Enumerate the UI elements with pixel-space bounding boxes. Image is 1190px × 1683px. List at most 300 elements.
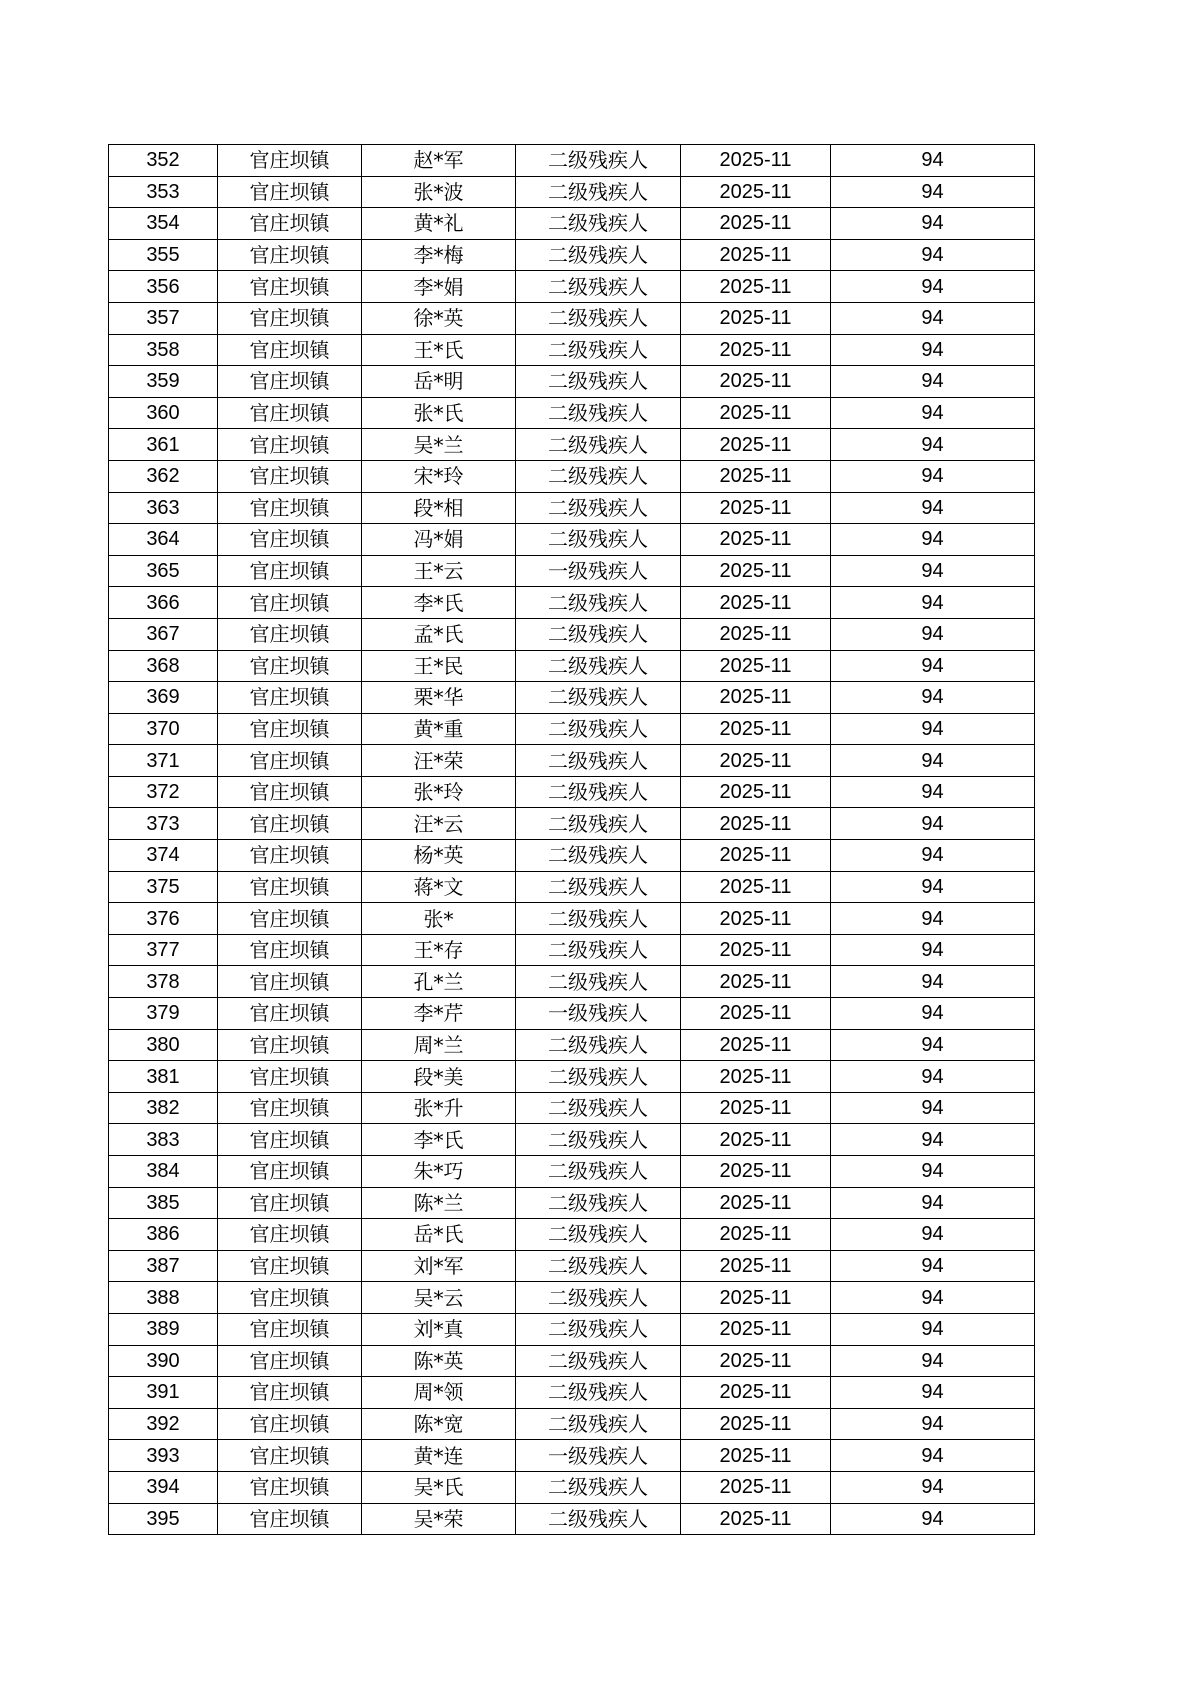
cell-amount: 94 [831, 1187, 1035, 1219]
cell-serial-number: 369 [109, 682, 218, 714]
cell-person-name: 汪*荣 [362, 745, 516, 777]
table-row [109, 840, 1035, 872]
cell-town: 官庄坝镇 [218, 1250, 362, 1282]
cell-disability-level: 二级残疾人 [516, 1029, 681, 1061]
cell-month: 2025-11 [681, 650, 831, 682]
cell-month: 2025-11 [681, 524, 831, 556]
cell-serial-number: 388 [109, 1282, 218, 1314]
cell-month: 2025-11 [681, 713, 831, 745]
cell-town: 官庄坝镇 [218, 618, 362, 650]
cell-person-name: 汪*云 [362, 808, 516, 840]
table-row [109, 492, 1035, 524]
cell-amount: 94 [831, 555, 1035, 587]
cell-disability-level: 二级残疾人 [516, 618, 681, 650]
cell-disability-level: 二级残疾人 [516, 1187, 681, 1219]
cell-town: 官庄坝镇 [218, 1061, 362, 1093]
cell-town: 官庄坝镇 [218, 776, 362, 808]
cell-serial-number: 352 [109, 145, 218, 177]
cell-month: 2025-11 [681, 1503, 831, 1535]
table-row [109, 366, 1035, 398]
cell-town: 官庄坝镇 [218, 460, 362, 492]
table-row [109, 682, 1035, 714]
cell-amount: 94 [831, 176, 1035, 208]
cell-disability-level: 二级残疾人 [516, 1250, 681, 1282]
cell-month: 2025-11 [681, 429, 831, 461]
cell-month: 2025-11 [681, 1124, 831, 1156]
cell-serial-number: 368 [109, 650, 218, 682]
cell-serial-number: 374 [109, 840, 218, 872]
cell-amount: 94 [831, 840, 1035, 872]
cell-person-name: 刘*真 [362, 1313, 516, 1345]
cell-serial-number: 361 [109, 429, 218, 461]
cell-serial-number: 379 [109, 998, 218, 1030]
cell-town: 官庄坝镇 [218, 966, 362, 998]
cell-town: 官庄坝镇 [218, 524, 362, 556]
cell-month: 2025-11 [681, 239, 831, 271]
cell-town: 官庄坝镇 [218, 145, 362, 177]
cell-town: 官庄坝镇 [218, 1187, 362, 1219]
table-row [109, 524, 1035, 556]
cell-serial-number: 393 [109, 1440, 218, 1472]
cell-town: 官庄坝镇 [218, 1345, 362, 1377]
table-row [109, 145, 1035, 177]
cell-person-name: 蒋*文 [362, 871, 516, 903]
cell-person-name: 吴*氏 [362, 1471, 516, 1503]
cell-serial-number: 373 [109, 808, 218, 840]
cell-town: 官庄坝镇 [218, 903, 362, 935]
table-row [109, 1408, 1035, 1440]
cell-month: 2025-11 [681, 366, 831, 398]
table-row [109, 271, 1035, 303]
cell-town: 官庄坝镇 [218, 1440, 362, 1472]
cell-amount: 94 [831, 587, 1035, 619]
cell-town: 官庄坝镇 [218, 208, 362, 240]
table-row [109, 998, 1035, 1030]
cell-month: 2025-11 [681, 397, 831, 429]
cell-serial-number: 362 [109, 460, 218, 492]
cell-amount: 94 [831, 1471, 1035, 1503]
cell-town: 官庄坝镇 [218, 302, 362, 334]
cell-serial-number: 378 [109, 966, 218, 998]
cell-person-name: 段*相 [362, 492, 516, 524]
table-row [109, 713, 1035, 745]
cell-month: 2025-11 [681, 492, 831, 524]
cell-town: 官庄坝镇 [218, 1282, 362, 1314]
cell-person-name: 宋*玲 [362, 460, 516, 492]
cell-town: 官庄坝镇 [218, 1503, 362, 1535]
cell-month: 2025-11 [681, 587, 831, 619]
cell-person-name: 李*梅 [362, 239, 516, 271]
cell-disability-level: 二级残疾人 [516, 1313, 681, 1345]
cell-amount: 94 [831, 239, 1035, 271]
table-row [109, 1029, 1035, 1061]
cell-town: 官庄坝镇 [218, 745, 362, 777]
cell-month: 2025-11 [681, 966, 831, 998]
table-row [109, 555, 1035, 587]
cell-person-name: 王*氏 [362, 334, 516, 366]
table-row [109, 1061, 1035, 1093]
cell-serial-number: 391 [109, 1377, 218, 1409]
cell-month: 2025-11 [681, 682, 831, 714]
cell-month: 2025-11 [681, 1187, 831, 1219]
cell-serial-number: 366 [109, 587, 218, 619]
cell-person-name: 李*娟 [362, 271, 516, 303]
cell-town: 官庄坝镇 [218, 1124, 362, 1156]
cell-amount: 94 [831, 302, 1035, 334]
cell-person-name: 陈*兰 [362, 1187, 516, 1219]
cell-disability-level: 二级残疾人 [516, 334, 681, 366]
cell-town: 官庄坝镇 [218, 934, 362, 966]
cell-person-name: 李*氏 [362, 1124, 516, 1156]
cell-person-name: 孟*氏 [362, 618, 516, 650]
cell-disability-level: 二级残疾人 [516, 492, 681, 524]
table-row [109, 1124, 1035, 1156]
cell-town: 官庄坝镇 [218, 429, 362, 461]
cell-town: 官庄坝镇 [218, 871, 362, 903]
cell-amount: 94 [831, 871, 1035, 903]
cell-person-name: 陈*英 [362, 1345, 516, 1377]
cell-town: 官庄坝镇 [218, 1471, 362, 1503]
cell-person-name: 刘*军 [362, 1250, 516, 1282]
table-row [109, 745, 1035, 777]
cell-person-name: 朱*巧 [362, 1156, 516, 1188]
table-body [109, 145, 1035, 1535]
cell-amount: 94 [831, 1061, 1035, 1093]
cell-month: 2025-11 [681, 808, 831, 840]
cell-disability-level: 二级残疾人 [516, 366, 681, 398]
cell-amount: 94 [831, 745, 1035, 777]
cell-person-name: 张*氏 [362, 397, 516, 429]
cell-serial-number: 372 [109, 776, 218, 808]
cell-disability-level: 二级残疾人 [516, 840, 681, 872]
cell-amount: 94 [831, 903, 1035, 935]
cell-month: 2025-11 [681, 176, 831, 208]
cell-serial-number: 357 [109, 302, 218, 334]
cell-serial-number: 383 [109, 1124, 218, 1156]
table-row [109, 1187, 1035, 1219]
cell-serial-number: 385 [109, 1187, 218, 1219]
table-row [109, 1282, 1035, 1314]
cell-amount: 94 [831, 1029, 1035, 1061]
cell-serial-number: 365 [109, 555, 218, 587]
cell-amount: 94 [831, 1282, 1035, 1314]
cell-month: 2025-11 [681, 1250, 831, 1282]
table-row [109, 587, 1035, 619]
table-row [109, 1092, 1035, 1124]
cell-town: 官庄坝镇 [218, 397, 362, 429]
cell-amount: 94 [831, 1440, 1035, 1472]
cell-amount: 94 [831, 998, 1035, 1030]
cell-disability-level: 二级残疾人 [516, 271, 681, 303]
table-row [109, 1250, 1035, 1282]
cell-month: 2025-11 [681, 1282, 831, 1314]
cell-town: 官庄坝镇 [218, 713, 362, 745]
cell-disability-level: 二级残疾人 [516, 1092, 681, 1124]
table-row [109, 934, 1035, 966]
cell-person-name: 李*芹 [362, 998, 516, 1030]
cell-amount: 94 [831, 1503, 1035, 1535]
cell-month: 2025-11 [681, 840, 831, 872]
cell-month: 2025-11 [681, 555, 831, 587]
cell-disability-level: 二级残疾人 [516, 808, 681, 840]
cell-person-name: 周*领 [362, 1377, 516, 1409]
cell-disability-level: 二级残疾人 [516, 587, 681, 619]
cell-town: 官庄坝镇 [218, 334, 362, 366]
table-row [109, 334, 1035, 366]
cell-disability-level: 二级残疾人 [516, 397, 681, 429]
cell-serial-number: 377 [109, 934, 218, 966]
cell-person-name: 黄*连 [362, 1440, 516, 1472]
cell-person-name: 张* [362, 903, 516, 935]
cell-disability-level: 二级残疾人 [516, 1408, 681, 1440]
table-row [109, 776, 1035, 808]
cell-disability-level: 二级残疾人 [516, 145, 681, 177]
cell-disability-level: 二级残疾人 [516, 239, 681, 271]
cell-disability-level: 二级残疾人 [516, 524, 681, 556]
cell-amount: 94 [831, 1124, 1035, 1156]
cell-disability-level: 二级残疾人 [516, 776, 681, 808]
cell-town: 官庄坝镇 [218, 492, 362, 524]
cell-amount: 94 [831, 366, 1035, 398]
cell-disability-level: 二级残疾人 [516, 1471, 681, 1503]
cell-town: 官庄坝镇 [218, 239, 362, 271]
cell-disability-level: 二级残疾人 [516, 1377, 681, 1409]
cell-amount: 94 [831, 618, 1035, 650]
cell-month: 2025-11 [681, 1471, 831, 1503]
cell-person-name: 周*兰 [362, 1029, 516, 1061]
cell-disability-level: 二级残疾人 [516, 745, 681, 777]
cell-month: 2025-11 [681, 1345, 831, 1377]
cell-serial-number: 360 [109, 397, 218, 429]
cell-serial-number: 386 [109, 1219, 218, 1251]
cell-person-name: 冯*娟 [362, 524, 516, 556]
cell-amount: 94 [831, 1345, 1035, 1377]
cell-disability-level: 二级残疾人 [516, 1124, 681, 1156]
cell-serial-number: 392 [109, 1408, 218, 1440]
cell-disability-level: 二级残疾人 [516, 302, 681, 334]
disability-subsidy-table [108, 144, 1035, 1535]
cell-month: 2025-11 [681, 1440, 831, 1472]
cell-amount: 94 [831, 682, 1035, 714]
table-row [109, 208, 1035, 240]
cell-disability-level: 一级残疾人 [516, 555, 681, 587]
cell-disability-level: 二级残疾人 [516, 871, 681, 903]
table-row [109, 1377, 1035, 1409]
cell-person-name: 栗*华 [362, 682, 516, 714]
cell-amount: 94 [831, 1313, 1035, 1345]
cell-disability-level: 二级残疾人 [516, 713, 681, 745]
cell-serial-number: 367 [109, 618, 218, 650]
cell-serial-number: 390 [109, 1345, 218, 1377]
cell-town: 官庄坝镇 [218, 176, 362, 208]
cell-person-name: 赵*军 [362, 145, 516, 177]
cell-month: 2025-11 [681, 208, 831, 240]
cell-amount: 94 [831, 397, 1035, 429]
cell-disability-level: 二级残疾人 [516, 1156, 681, 1188]
table-row [109, 302, 1035, 334]
cell-month: 2025-11 [681, 460, 831, 492]
cell-month: 2025-11 [681, 1029, 831, 1061]
cell-disability-level: 二级残疾人 [516, 1219, 681, 1251]
cell-person-name: 孔*兰 [362, 966, 516, 998]
cell-month: 2025-11 [681, 745, 831, 777]
table-row [109, 871, 1035, 903]
cell-disability-level: 二级残疾人 [516, 1503, 681, 1535]
cell-town: 官庄坝镇 [218, 1219, 362, 1251]
cell-amount: 94 [831, 524, 1035, 556]
cell-disability-level: 二级残疾人 [516, 682, 681, 714]
cell-serial-number: 356 [109, 271, 218, 303]
cell-disability-level: 二级残疾人 [516, 1345, 681, 1377]
cell-month: 2025-11 [681, 334, 831, 366]
cell-amount: 94 [831, 1092, 1035, 1124]
cell-serial-number: 395 [109, 1503, 218, 1535]
cell-month: 2025-11 [681, 1377, 831, 1409]
cell-town: 官庄坝镇 [218, 587, 362, 619]
cell-disability-level: 一级残疾人 [516, 1440, 681, 1472]
cell-town: 官庄坝镇 [218, 1313, 362, 1345]
cell-month: 2025-11 [681, 1061, 831, 1093]
cell-town: 官庄坝镇 [218, 1029, 362, 1061]
cell-serial-number: 394 [109, 1471, 218, 1503]
cell-person-name: 李*氏 [362, 587, 516, 619]
table-row [109, 1471, 1035, 1503]
cell-serial-number: 353 [109, 176, 218, 208]
cell-serial-number: 381 [109, 1061, 218, 1093]
cell-person-name: 段*美 [362, 1061, 516, 1093]
cell-amount: 94 [831, 334, 1035, 366]
cell-disability-level: 二级残疾人 [516, 1282, 681, 1314]
cell-serial-number: 359 [109, 366, 218, 398]
cell-town: 官庄坝镇 [218, 1408, 362, 1440]
cell-amount: 94 [831, 1156, 1035, 1188]
cell-town: 官庄坝镇 [218, 840, 362, 872]
cell-month: 2025-11 [681, 1092, 831, 1124]
cell-serial-number: 358 [109, 334, 218, 366]
table-row [109, 966, 1035, 998]
cell-person-name: 张*升 [362, 1092, 516, 1124]
cell-serial-number: 355 [109, 239, 218, 271]
table-row [109, 239, 1035, 271]
cell-amount: 94 [831, 1408, 1035, 1440]
cell-amount: 94 [831, 145, 1035, 177]
cell-disability-level: 二级残疾人 [516, 429, 681, 461]
cell-town: 官庄坝镇 [218, 1092, 362, 1124]
table-row [109, 1313, 1035, 1345]
cell-amount: 94 [831, 934, 1035, 966]
cell-person-name: 张*波 [362, 176, 516, 208]
cell-month: 2025-11 [681, 271, 831, 303]
cell-person-name: 吴*云 [362, 1282, 516, 1314]
cell-month: 2025-11 [681, 618, 831, 650]
cell-amount: 94 [831, 966, 1035, 998]
cell-town: 官庄坝镇 [218, 1156, 362, 1188]
table-row [109, 618, 1035, 650]
cell-month: 2025-11 [681, 1313, 831, 1345]
cell-town: 官庄坝镇 [218, 650, 362, 682]
cell-month: 2025-11 [681, 145, 831, 177]
cell-town: 官庄坝镇 [218, 1377, 362, 1409]
cell-person-name: 黄*礼 [362, 208, 516, 240]
cell-disability-level: 二级残疾人 [516, 966, 681, 998]
cell-disability-level: 二级残疾人 [516, 460, 681, 492]
cell-serial-number: 387 [109, 1250, 218, 1282]
cell-serial-number: 376 [109, 903, 218, 935]
cell-town: 官庄坝镇 [218, 808, 362, 840]
cell-amount: 94 [831, 808, 1035, 840]
cell-serial-number: 382 [109, 1092, 218, 1124]
cell-month: 2025-11 [681, 934, 831, 966]
cell-disability-level: 二级残疾人 [516, 176, 681, 208]
cell-month: 2025-11 [681, 1219, 831, 1251]
cell-person-name: 吴*荣 [362, 1503, 516, 1535]
cell-serial-number: 384 [109, 1156, 218, 1188]
table-row [109, 1345, 1035, 1377]
cell-person-name: 黄*重 [362, 713, 516, 745]
cell-amount: 94 [831, 1377, 1035, 1409]
cell-month: 2025-11 [681, 903, 831, 935]
cell-amount: 94 [831, 429, 1035, 461]
table-row [109, 1156, 1035, 1188]
cell-person-name: 岳*明 [362, 366, 516, 398]
cell-amount: 94 [831, 650, 1035, 682]
cell-amount: 94 [831, 1250, 1035, 1282]
cell-amount: 94 [831, 1219, 1035, 1251]
table-row [109, 1440, 1035, 1472]
cell-town: 官庄坝镇 [218, 555, 362, 587]
cell-person-name: 王*云 [362, 555, 516, 587]
table-row [109, 808, 1035, 840]
cell-town: 官庄坝镇 [218, 998, 362, 1030]
cell-serial-number: 380 [109, 1029, 218, 1061]
table-row [109, 903, 1035, 935]
table-row [109, 460, 1035, 492]
cell-amount: 94 [831, 460, 1035, 492]
table-row [109, 650, 1035, 682]
cell-amount: 94 [831, 271, 1035, 303]
cell-town: 官庄坝镇 [218, 682, 362, 714]
cell-amount: 94 [831, 208, 1035, 240]
cell-month: 2025-11 [681, 871, 831, 903]
cell-person-name: 王*存 [362, 934, 516, 966]
cell-person-name: 吴*兰 [362, 429, 516, 461]
cell-town: 官庄坝镇 [218, 271, 362, 303]
cell-person-name: 岳*氏 [362, 1219, 516, 1251]
cell-serial-number: 354 [109, 208, 218, 240]
table-row [109, 176, 1035, 208]
cell-disability-level: 二级残疾人 [516, 934, 681, 966]
cell-person-name: 陈*宽 [362, 1408, 516, 1440]
cell-amount: 94 [831, 492, 1035, 524]
cell-month: 2025-11 [681, 302, 831, 334]
cell-disability-level: 二级残疾人 [516, 208, 681, 240]
cell-month: 2025-11 [681, 1408, 831, 1440]
cell-disability-level: 二级残疾人 [516, 903, 681, 935]
cell-person-name: 杨*英 [362, 840, 516, 872]
cell-town: 官庄坝镇 [218, 366, 362, 398]
cell-person-name: 张*玲 [362, 776, 516, 808]
cell-amount: 94 [831, 776, 1035, 808]
cell-serial-number: 389 [109, 1313, 218, 1345]
cell-serial-number: 375 [109, 871, 218, 903]
table-row [109, 429, 1035, 461]
cell-serial-number: 363 [109, 492, 218, 524]
cell-disability-level: 二级残疾人 [516, 650, 681, 682]
cell-month: 2025-11 [681, 776, 831, 808]
cell-serial-number: 370 [109, 713, 218, 745]
cell-person-name: 徐*英 [362, 302, 516, 334]
cell-disability-level: 一级残疾人 [516, 998, 681, 1030]
